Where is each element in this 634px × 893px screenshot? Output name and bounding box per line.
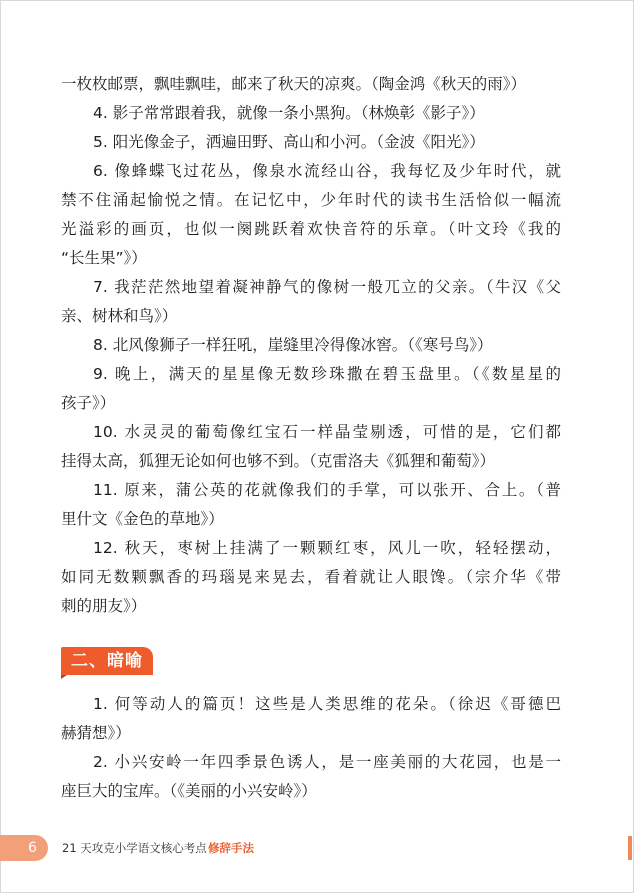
text-line: 5. 阳光像金子，洒遍田野、高山和小河。（金波《阳光》） — [93, 133, 485, 151]
text-line: 9. 晚上，满天的星星像无数珍珠撒在碧玉盘里。（《数星星的 — [93, 365, 561, 383]
text-line: 光溢彩的画页，也似一阕跳跃着欢快音符的乐章。（叶文玲《我的 — [61, 220, 561, 238]
footer-book-title: 21 天攻克小学语文核心考点 — [62, 841, 207, 855]
text-line: 里什文《金色的草地》） — [61, 510, 224, 528]
text-line: 7. 我茫茫然地望着凝神静气的像树一般兀立的父亲。（牛汉《父 — [93, 278, 561, 296]
text-line: 6. 像蜂蝶飞过花丛，像泉水流经山谷，我每忆及少年时代，就 — [93, 162, 561, 180]
page-number: 6 — [28, 840, 37, 856]
text-line: 12. 秋天，枣树上挂满了一颗颗红枣，风儿一吹，轻轻摆动， — [93, 539, 561, 557]
text-line: 孩子》） — [61, 394, 116, 412]
text-line: 1. 何等动人的篇页！这些是人类思维的花朵。（徐迟《哥德巴 — [93, 695, 561, 713]
text-line: 座巨大的宝库。（《美丽的小兴安岭》） — [61, 782, 317, 800]
footer-chapter: 修辞手法 — [208, 841, 254, 855]
text-line: “长生果”》） — [61, 249, 147, 267]
text-line: 禁不住涌起愉悦之情。在记忆中，少年时代的读书生活恰似一幅流 — [61, 191, 561, 209]
text-line: 如同无数颗飘香的玛瑙晃来晃去，看着就让人眼馋。（宗介华《带 — [61, 568, 561, 586]
body-text-section-2 — [61, 690, 561, 806]
section-heading-fold — [61, 675, 67, 679]
text-line: 2. 小兴安岭一年四季景色诱人，是一座美丽的大花园，也是一 — [93, 753, 561, 771]
page-number-tab — [0, 835, 48, 861]
text-line: 10. 水灵灵的葡萄像红宝石一样晶莹剔透，可惜的是，它们都 — [93, 423, 561, 441]
text-line: 11. 原来，蒲公英的花就像我们的手掌，可以张开、合上。（普 — [93, 481, 561, 499]
section-heading-label: 二、暗喻 — [71, 651, 143, 671]
text-line: 赫猜想》） — [61, 724, 131, 742]
text-line: 8. 北风像狮子一样狂吼，崖缝里冷得像冰窖。（《寒号鸟》） — [93, 336, 493, 354]
page-footer — [0, 835, 634, 861]
body-text — [61, 70, 561, 621]
text-line: 4. 影子常常跟着我，就像一条小黑狗。（林焕彰《影子》） — [93, 104, 485, 122]
text-line: 刺的朋友》） — [61, 597, 147, 615]
section-heading — [61, 647, 161, 677]
text-line: 一枚枚邮票，飘哇飘哇，邮来了秋天的凉爽。（陶金鸿《秋天的雨》） — [61, 75, 527, 93]
text-line: 亲、树林和鸟》） — [61, 307, 178, 325]
text-line: 挂得太高，狐狸无论如何也够不到。（克雷洛夫《狐狸和葡萄》） — [61, 452, 496, 470]
